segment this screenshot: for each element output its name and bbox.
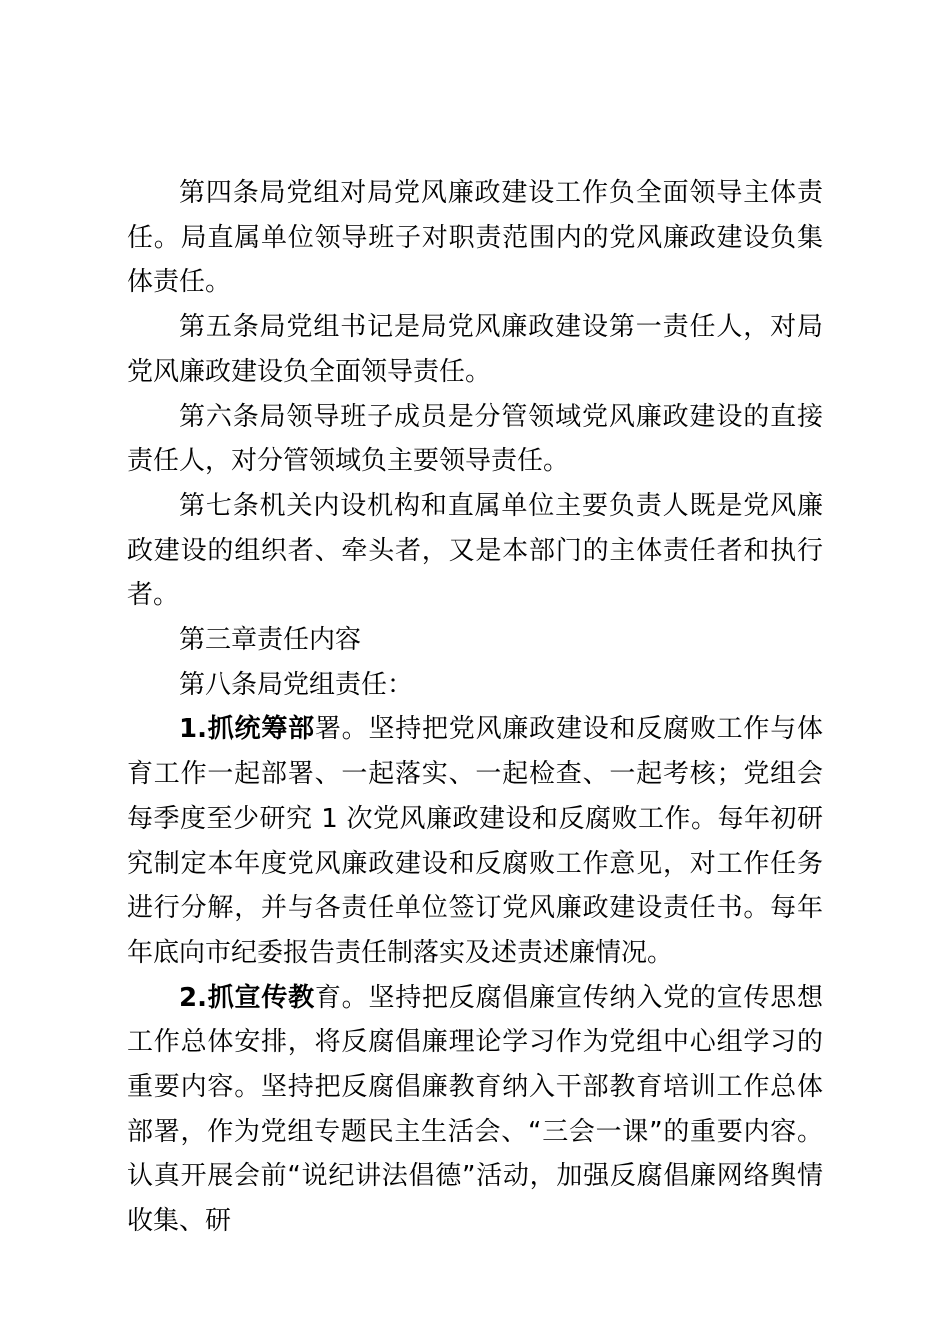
paragraph-text: 第八条局党组责任：: [179, 669, 414, 700]
item-lead: 2.抓宣传教: [179, 982, 315, 1013]
chapter-heading: [127, 618, 823, 663]
paragraph-text: 育。坚持把反腐倡廉宣传纳入党的宣传思想工作总体安排，将反腐倡廉理论学习作为党组中心组学习的重要内容。坚持把反腐倡廉教育纳入干部教育培训工作总体部署，作为党组专题民主生活会、“三会一课”的重要内容。认真开展会前“说纪讲法倡德”活动，加强反腐倡廉网络舆情收集、研: [127, 982, 823, 1237]
paragraph-article-8: [127, 663, 823, 708]
paragraph-text: 第六条局领导班子成员是分管领域党风廉政建设的直接责任人，对分管领域负主要领导责任。: [127, 401, 823, 477]
paragraph-article-4: [127, 171, 823, 305]
paragraph-article-6: [127, 395, 823, 484]
document-body: [127, 171, 823, 1244]
paragraph-item-1: [127, 707, 823, 975]
paragraph-item-2: [127, 976, 823, 1244]
item-lead: 1.抓统筹部: [179, 714, 315, 745]
paragraph-text: 第七条机关内设机构和直属单位主要负责人既是党风廉政建设的组织者、牵头者，又是本部门的主体责任者和执行者。: [127, 490, 823, 611]
paragraph-text: 第五条局党组书记是局党风廉政建设第一责任人，对局党风廉政建设负全面领导责任。: [127, 312, 823, 387]
paragraph-text: 第四条局党组对局党风廉政建设工作负全面领导主体责任。局直属单位领导班子对职责范围内的党风廉政建设负集体责任。: [127, 178, 823, 298]
paragraph-text: 署。坚持把党风廉政建设和反腐败工作与体育工作一起部署、一起落实、一起检查、一起考核；党组会每季度至少研究 1 次党风廉政建设和反腐败工作。每年初研究制定本年度党风廉政建设和反腐败工作意见，对工作任务进行分解，并与各责任单位签订党风廉政建设责任书。每年年底向市纪委报告责任制落实及述责述廉情况。: [127, 714, 823, 968]
paragraph-article-5: [127, 305, 823, 394]
chapter-heading-text: 第三章责任内容: [179, 625, 362, 656]
paragraph-article-7: [127, 484, 823, 618]
